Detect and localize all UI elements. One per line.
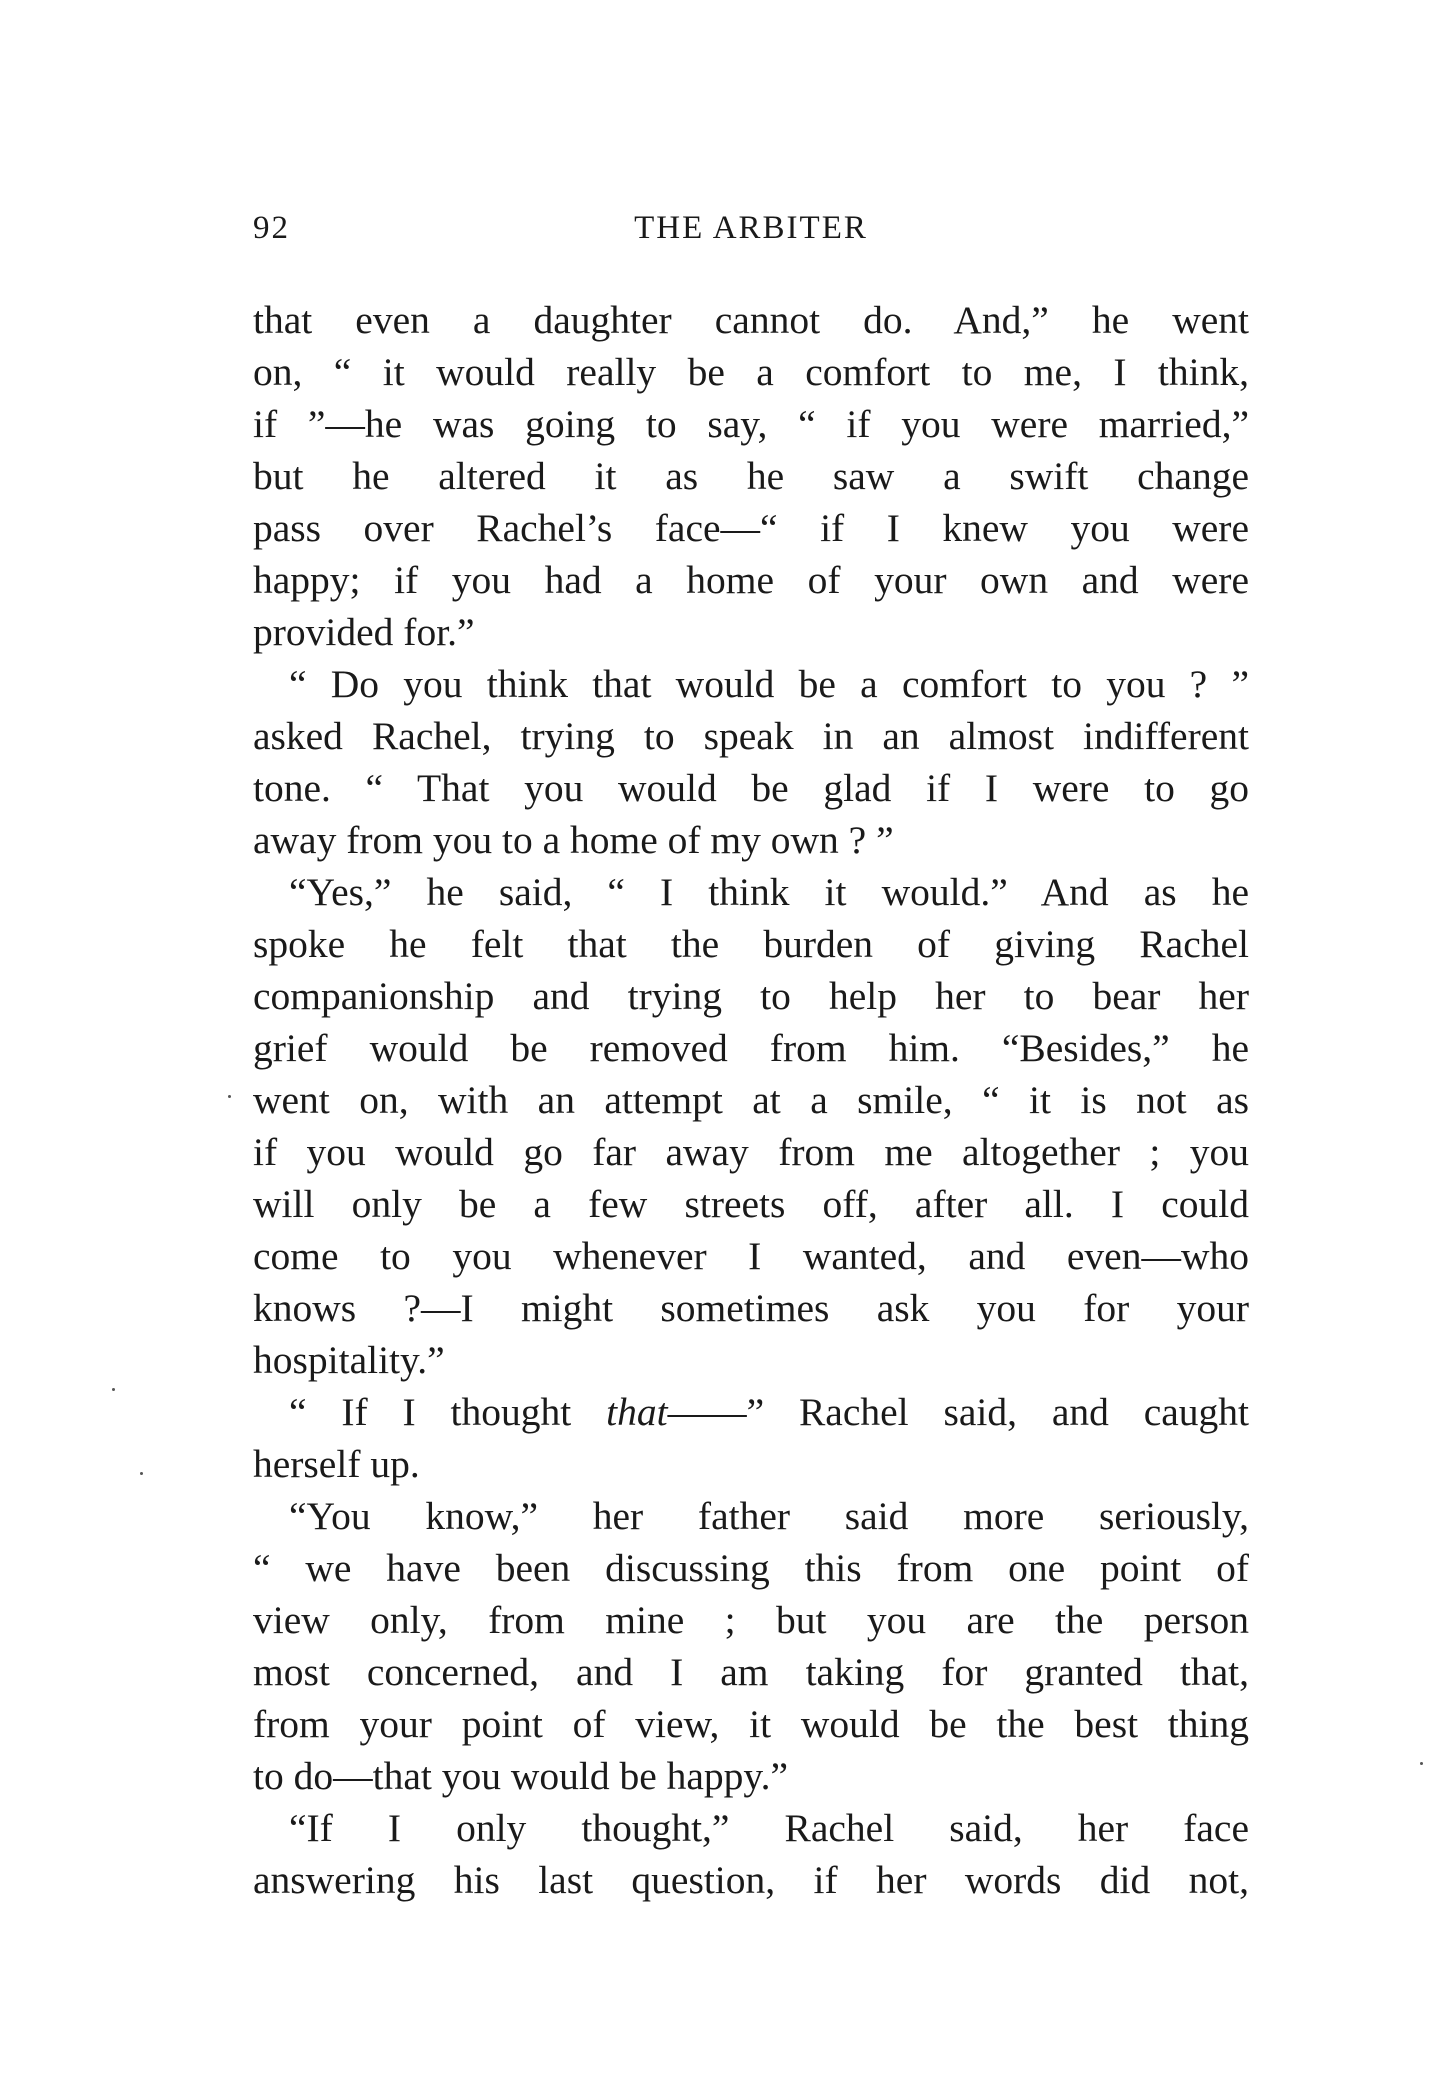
page-header bbox=[253, 210, 1249, 254]
text-fragment: “ If I thought bbox=[289, 1390, 607, 1434]
text-fragment: ——” Rachel said, and caught bbox=[667, 1390, 1249, 1434]
text-line: asked Rachel, trying to speak in an almost indifferent bbox=[253, 714, 1249, 758]
text-line: “ Do you think that would be a comfort to you ? ” bbox=[289, 662, 1249, 706]
page-number: 92 bbox=[253, 210, 290, 246]
text-line: to do—that you would be happy.” bbox=[253, 1754, 788, 1798]
paper-speck bbox=[140, 1472, 143, 1475]
text-line: happy; if you had a home of your own and were bbox=[253, 558, 1249, 602]
text-line: grief would be removed from him. “Besides,” he bbox=[253, 1026, 1249, 1070]
text-line: hospitality.” bbox=[253, 1338, 445, 1382]
italic-word: that bbox=[606, 1390, 668, 1434]
text-line: on, “ it would really be a comfort to me, I think, bbox=[253, 350, 1249, 394]
text-line: herself up. bbox=[253, 1442, 420, 1486]
text-line: but he altered it as he saw a swift change bbox=[253, 454, 1249, 498]
text-line: “If I only thought,” Rachel said, her face bbox=[289, 1806, 1249, 1850]
text-line: that even a daughter cannot do. And,” he went bbox=[253, 298, 1249, 342]
text-line: “ we have been discussing this from one point of bbox=[253, 1546, 1249, 1590]
text-line: went on, with an attempt at a smile, “ it is not as bbox=[253, 1078, 1249, 1122]
body-text bbox=[253, 294, 1249, 1906]
text-line: from your point of view, it would be the best thing bbox=[253, 1702, 1249, 1746]
text-line: most concerned, and I am taking for granted that, bbox=[253, 1650, 1249, 1694]
text-line: answering his last question, if her words did not, bbox=[253, 1858, 1249, 1902]
text-line: away from you to a home of my own ? ” bbox=[253, 818, 894, 862]
text-line: if you would go far away from me altogether ; you bbox=[253, 1130, 1249, 1174]
text-line: companionship and trying to help her to bear her bbox=[253, 974, 1249, 1018]
text-line: pass over Rachel’s face—“ if I knew you were bbox=[253, 506, 1249, 550]
text-line: spoke he felt that the burden of giving Rachel bbox=[253, 922, 1249, 966]
paper-speck bbox=[228, 1095, 231, 1098]
text-line: “Yes,” he said, “ I think it would.” And as he bbox=[289, 870, 1249, 914]
paper-speck bbox=[1420, 1762, 1423, 1765]
text-line: will only be a few streets off, after all. I could bbox=[253, 1182, 1249, 1226]
text-line: if ”—he was going to say, “ if you were married,” bbox=[253, 402, 1249, 446]
text-line: provided for.” bbox=[253, 610, 475, 654]
paper-speck bbox=[112, 1388, 115, 1391]
text-line: knows ?—I might sometimes ask you for your bbox=[253, 1286, 1249, 1330]
text-line: “You know,” her father said more seriously, bbox=[289, 1494, 1249, 1538]
text-line: view only, from mine ; but you are the person bbox=[253, 1598, 1249, 1642]
text-line: tone. “ That you would be glad if I were to go bbox=[253, 766, 1249, 810]
running-title: THE ARBITER bbox=[634, 210, 868, 246]
text-line bbox=[253, 1386, 1249, 1438]
text-line: come to you whenever I wanted, and even—who bbox=[253, 1234, 1249, 1278]
